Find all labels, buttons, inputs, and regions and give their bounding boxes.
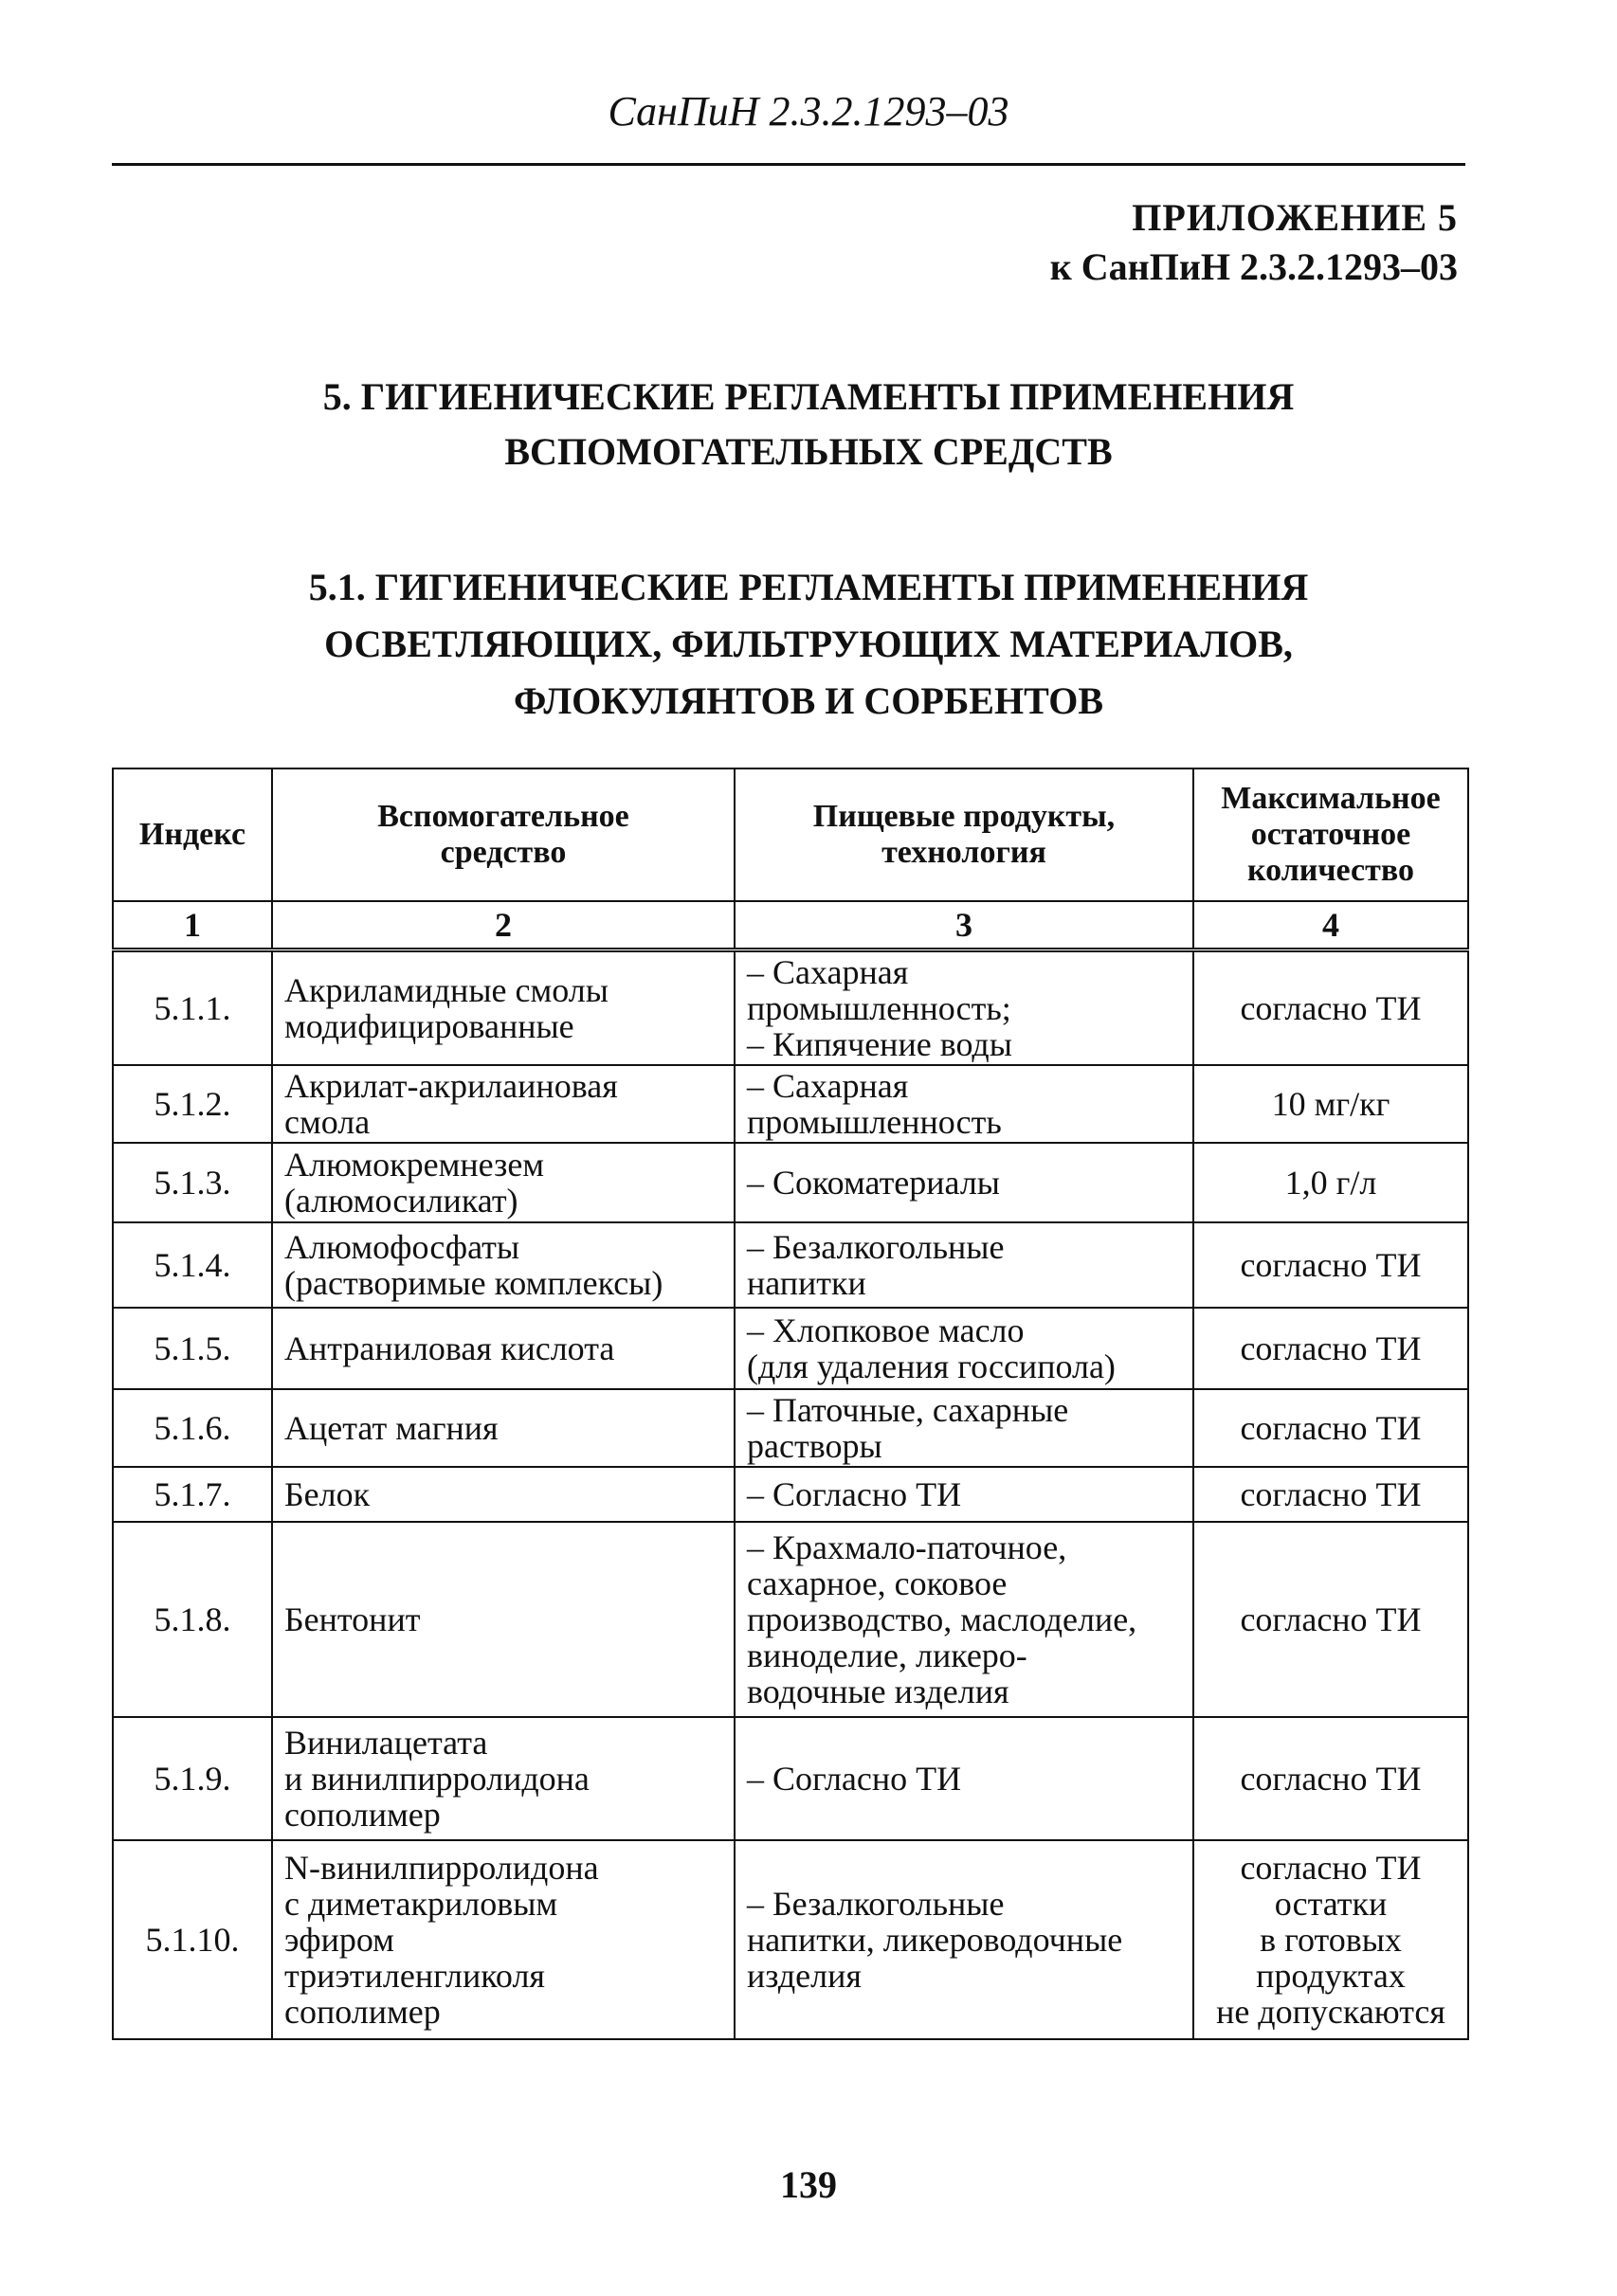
cell-aid: Винилацетата и винилпирролидона сополимер	[272, 1717, 735, 1840]
cell-aid: Акрилат-акрилаиновая смола	[272, 1065, 735, 1143]
header-rule	[112, 163, 1465, 166]
page-number: 139	[780, 2163, 837, 2206]
cell-aid: Алюмокремнезем (алюмосиликат)	[272, 1143, 735, 1222]
cell-product: – Сокоматериалы	[735, 1143, 1193, 1222]
table-row	[113, 1143, 1468, 1222]
cell-aid: Алюмофосфаты (растворимые комплексы)	[272, 1222, 735, 1308]
cell-max-residue: согласно ТИ	[1193, 1222, 1468, 1308]
cell-aid: Бентонит	[272, 1522, 735, 1717]
cell-max-residue: 1,0 г/л	[1193, 1143, 1468, 1222]
cell-max-residue: согласно ТИ	[1193, 1717, 1468, 1840]
cell-index: 5.1.9.	[113, 1717, 272, 1840]
cell-index: 5.1.10.	[113, 1840, 272, 2039]
cell-product: – Согласно ТИ	[735, 1467, 1193, 1522]
header-product: Пищевые продукты, технология	[735, 768, 1193, 901]
cell-aid: Ацетат магния	[272, 1389, 735, 1467]
appendix-label	[1050, 193, 1458, 292]
column-number: 3	[735, 901, 1193, 950]
cell-max-residue: согласно ТИ	[1193, 1389, 1468, 1467]
column-number: 1	[113, 901, 272, 950]
table-header-row	[113, 768, 1468, 901]
cell-product: – Крахмало-паточное, сахарное, соковое производство, маслоделие, виноделие, ликеро- водочные изделия	[735, 1522, 1193, 1717]
table-row	[113, 950, 1468, 1066]
table-row	[113, 1840, 1468, 2039]
column-number: 2	[272, 901, 735, 950]
running-header: СанПиН 2.3.2.1293–03	[608, 88, 1009, 135]
cell-index: 5.1.5.	[113, 1308, 272, 1389]
table-row	[113, 1467, 1468, 1522]
section-5-title-line: 5. ГИГИЕНИЧЕСКИЕ РЕГЛАМЕНТЫ ПРИМЕНЕНИЯ	[322, 375, 1295, 418]
cell-product: – Паточные, сахарные растворы	[735, 1389, 1193, 1467]
cell-product: – Хлопковое масло (для удаления госсипола)	[735, 1308, 1193, 1389]
cell-index: 5.1.6.	[113, 1389, 272, 1467]
table-row	[113, 1717, 1468, 1840]
column-number: 4	[1193, 901, 1468, 950]
table-row	[113, 1522, 1468, 1717]
header-max-residue: Максимальное остаточное количество	[1193, 768, 1468, 901]
cell-product: – Безалкогольные напитки	[735, 1222, 1193, 1308]
table-row	[113, 1222, 1468, 1308]
cell-index: 5.1.2.	[113, 1065, 272, 1143]
section-5-1-title-line: ОСВЕТЛЯЮЩИХ, ФИЛЬТРУЮЩИХ МАТЕРИАЛОВ,	[324, 623, 1293, 665]
cell-product: – Согласно ТИ	[735, 1717, 1193, 1840]
cell-index: 5.1.4.	[113, 1222, 272, 1308]
table-row	[113, 1065, 1468, 1143]
cell-index: 5.1.8.	[113, 1522, 272, 1717]
section-5-title	[0, 370, 1617, 479]
cell-max-residue: 10 мг/кг	[1193, 1065, 1468, 1143]
cell-aid: Белок	[272, 1467, 735, 1522]
regulations-table	[112, 768, 1469, 2040]
cell-max-residue: согласно ТИ остатки в готовых продуктах не допускаются	[1193, 1840, 1468, 2039]
header-aid: Вспомогательное средство	[272, 768, 735, 901]
cell-max-residue: согласно ТИ	[1193, 1467, 1468, 1522]
cell-index: 5.1.1.	[113, 950, 272, 1066]
table-row	[113, 1308, 1468, 1389]
cell-index: 5.1.3.	[113, 1143, 272, 1222]
section-5-1-title-line: 5.1. ГИГИЕНИЧЕСКИЕ РЕГЛАМЕНТЫ ПРИМЕНЕНИЯ	[308, 566, 1309, 608]
cell-aid: N-винилпирролидона с диметакриловым эфиром триэтиленгликоля сополимер	[272, 1840, 735, 2039]
cell-aid: Акриламидные смолы модифицированные	[272, 950, 735, 1066]
cell-max-residue: согласно ТИ	[1193, 1522, 1468, 1717]
table-row	[113, 1389, 1468, 1467]
cell-product: – Безалкогольные напитки, ликероводочные изделия	[735, 1840, 1193, 2039]
section-5-1-title-line: ФЛОКУЛЯНТОВ И СОРБЕНТОВ	[513, 679, 1104, 722]
appendix-subtitle: к СанПиН 2.3.2.1293–03	[1049, 245, 1458, 288]
section-5-title-line: ВСПОМОГАТЕЛЬНЫХ СРЕДСТВ	[504, 430, 1113, 473]
header-index: Индекс	[113, 768, 272, 901]
section-5-1-title	[0, 559, 1617, 730]
cell-max-residue: согласно ТИ	[1193, 1308, 1468, 1389]
cell-product: – Сахарная промышленность; – Кипячение воды	[735, 950, 1193, 1066]
appendix-title: ПРИЛОЖЕНИЕ 5	[1132, 196, 1458, 239]
cell-product: – Сахарная промышленность	[735, 1065, 1193, 1143]
column-number-row	[113, 901, 1468, 950]
cell-aid: Антраниловая кислота	[272, 1308, 735, 1389]
cell-max-residue: согласно ТИ	[1193, 950, 1468, 1066]
cell-index: 5.1.7.	[113, 1467, 272, 1522]
